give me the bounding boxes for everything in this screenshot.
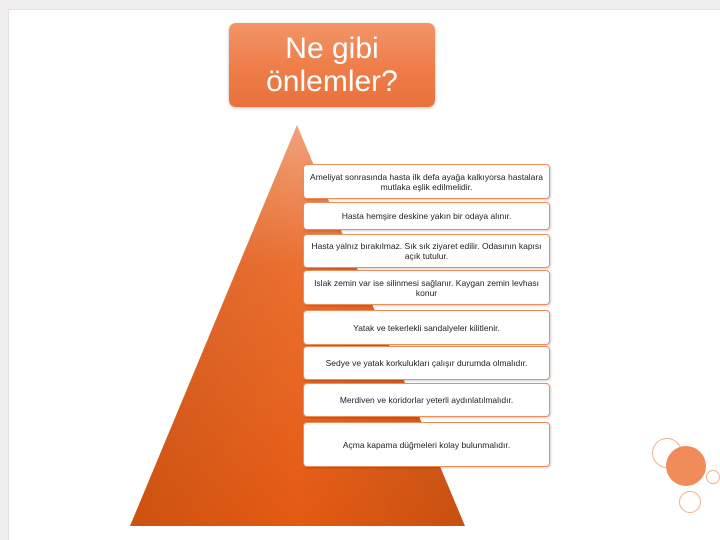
precaution-item-4: Islak zemin var ise silinmesi sağlanır. Kaygan zemin levhası konur <box>303 270 550 305</box>
precaution-item-5: Yatak ve tekerlekli sandalyeler kilitlenir. <box>303 310 550 345</box>
precaution-item-2: Hasta hemşire deskine yakın bir odaya alınır. <box>303 202 550 230</box>
decor-circle-filled <box>666 446 706 486</box>
slide-title: Ne gibi önlemler? <box>266 32 398 98</box>
precaution-item-6: Sedye ve yatak korkulukları çalışır durumda olmalıdır. <box>303 346 550 380</box>
decor-circle-outline-3 <box>706 470 720 484</box>
precaution-item-3: Hasta yalnız bırakılmaz. Sık sık ziyaret edilir. Odasının kapısı açık tutulur. <box>303 234 550 268</box>
precaution-item-8: Açma kapama düğmeleri kolay bulunmalıdır. <box>303 422 550 467</box>
precaution-item-1: Ameliyat sonrasında hasta ilk defa ayağa kalkıyorsa hastalara mutlaka eşlik edilmelidir. <box>303 164 550 199</box>
precaution-item-7: Merdiven ve koridorlar yeterli aydınlatılmalıdır. <box>303 383 550 417</box>
decor-circle-outline-2 <box>679 491 701 513</box>
